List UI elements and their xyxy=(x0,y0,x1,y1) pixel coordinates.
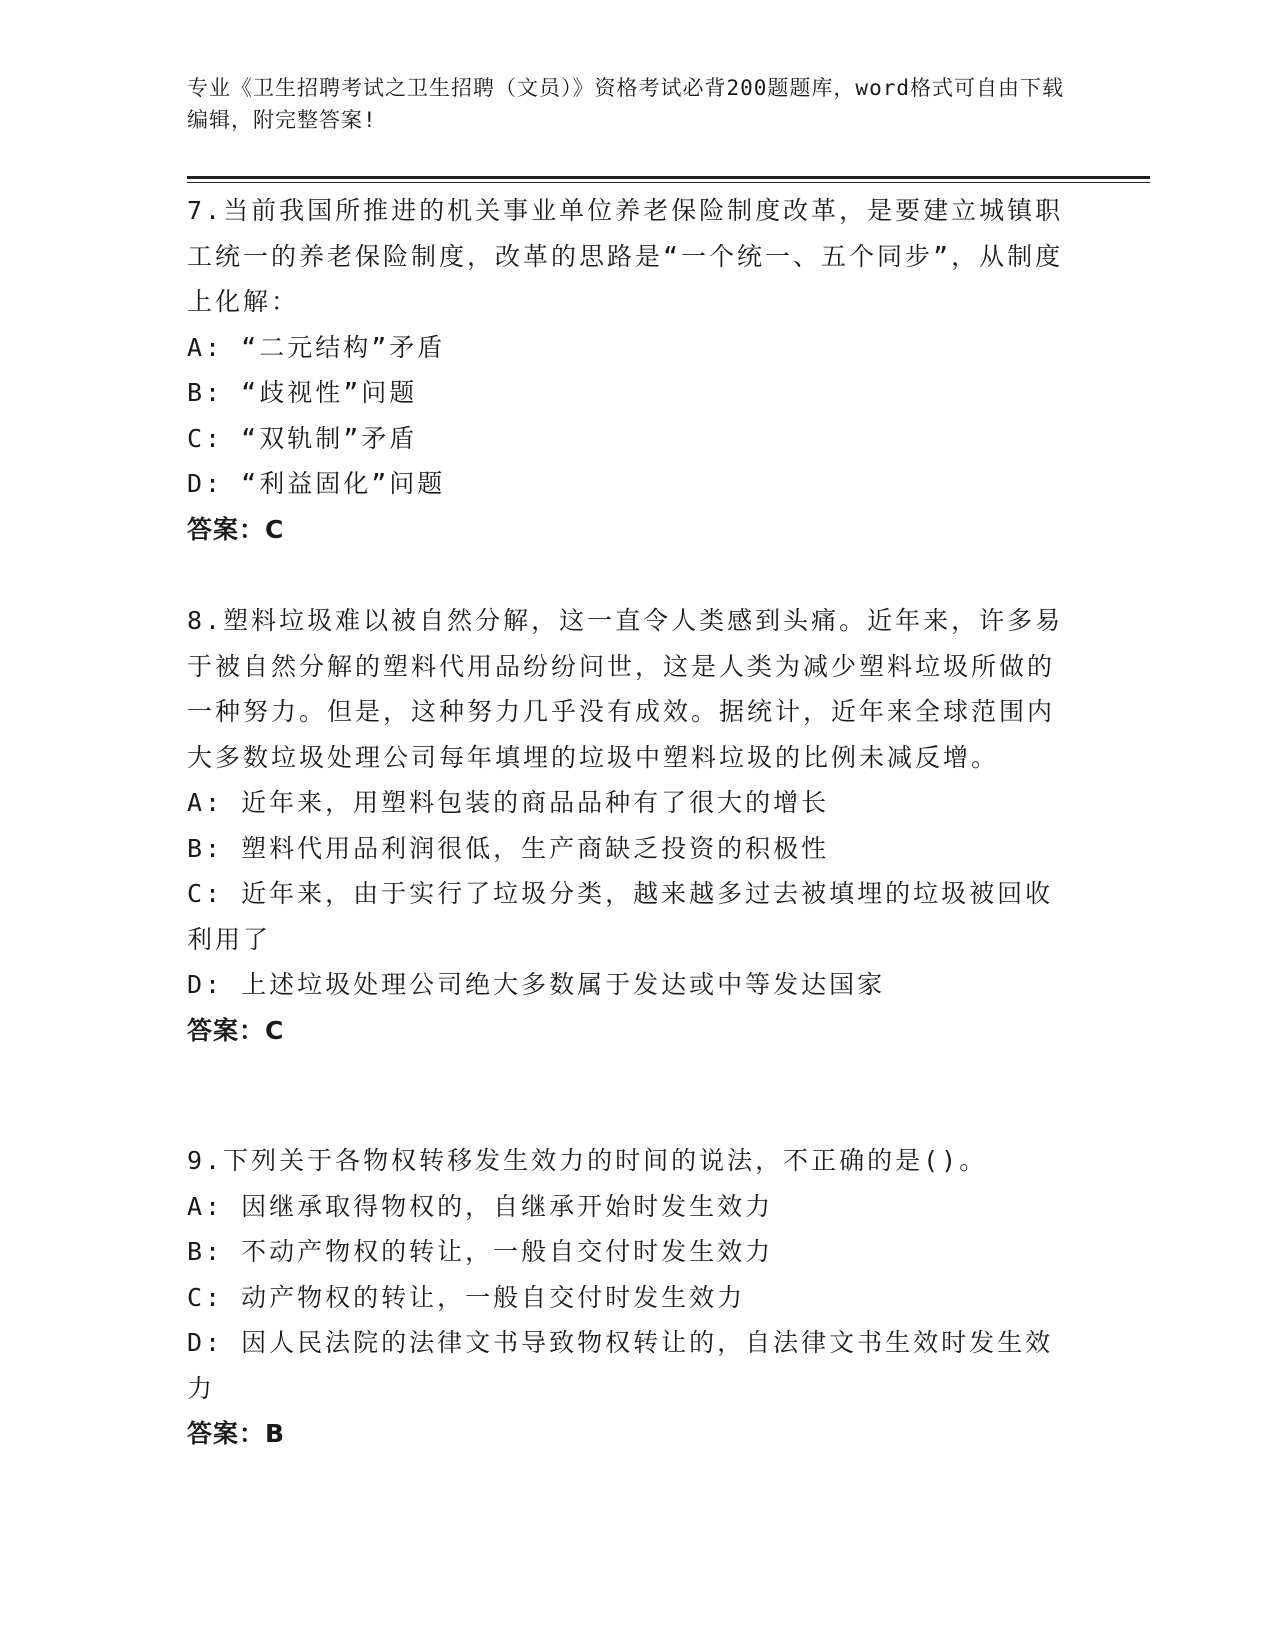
option-b: B: “歧视性”问题 xyxy=(187,378,418,407)
option-c: C: 近年来，由于实行了垃圾分类，越来越多过去被填埋的垃圾被回收利用了 xyxy=(187,879,1054,954)
option-a: A: 因继承取得物权的，自继承开始时发生效力 xyxy=(187,1191,774,1221)
question-8 xyxy=(187,598,1067,1053)
option-c: C: “双轨制”矛盾 xyxy=(187,423,418,453)
question-9 xyxy=(187,1138,1067,1457)
option-d: D: 上述垃圾处理公司绝大多数属于发达或中等发达国家 xyxy=(187,970,886,999)
question-7 xyxy=(187,188,1067,552)
option-a: A: “二元结构”矛盾 xyxy=(187,332,446,362)
option-a: A: 近年来，用塑料包装的商品品种有了很大的增长 xyxy=(187,788,830,817)
option-c: C: 动产物权的转让，一般自交付时发生效力 xyxy=(187,1282,746,1312)
option-d: D: “利益固化”问题 xyxy=(187,469,446,498)
header-divider-thin xyxy=(187,182,1150,183)
option-b: B: 不动产物权的转让，一般自交付时发生效力 xyxy=(187,1237,774,1266)
answer: 答案：C xyxy=(187,1015,285,1045)
question-stem: 9.下列关于各物权转移发生效力的时间的说法，不正确的是()。 xyxy=(187,1146,988,1175)
answer: 答案：B xyxy=(187,1419,286,1448)
page-header: 专业《卫生招聘考试之卫生招聘（文员）》资格考试必背200题题库，word格式可自由下载编辑，附完整答案! xyxy=(187,76,1064,132)
answer: 答案：C xyxy=(187,514,285,544)
option-d: D: 因人民法院的法律文书导致物权转让的，自法律文书生效时发生效力 xyxy=(187,1328,1054,1403)
question-stem: 7.当前我国所推进的机关事业单位养老保险制度改革，是要建立城镇职工统一的养老保险制度，改革的思路是“一个统一、五个同步”，从制度上化解： xyxy=(187,196,1064,316)
option-b: B: 塑料代用品利润很低，生产商缺乏投资的积极性 xyxy=(187,833,830,863)
question-stem: 8.塑料垃圾难以被自然分解，这一直令人类感到头痛。近年来，许多易于被自然分解的塑料代用品纷纷问世，这是人类为减少塑料垃圾所做的一种努力。但是，这种努力几乎没有成效。据统计，近年来全球范围内大多数垃圾处理公司每年填埋的垃圾中塑料垃圾的比例未减反增。 xyxy=(187,606,1064,772)
header-divider-thick xyxy=(187,176,1150,179)
